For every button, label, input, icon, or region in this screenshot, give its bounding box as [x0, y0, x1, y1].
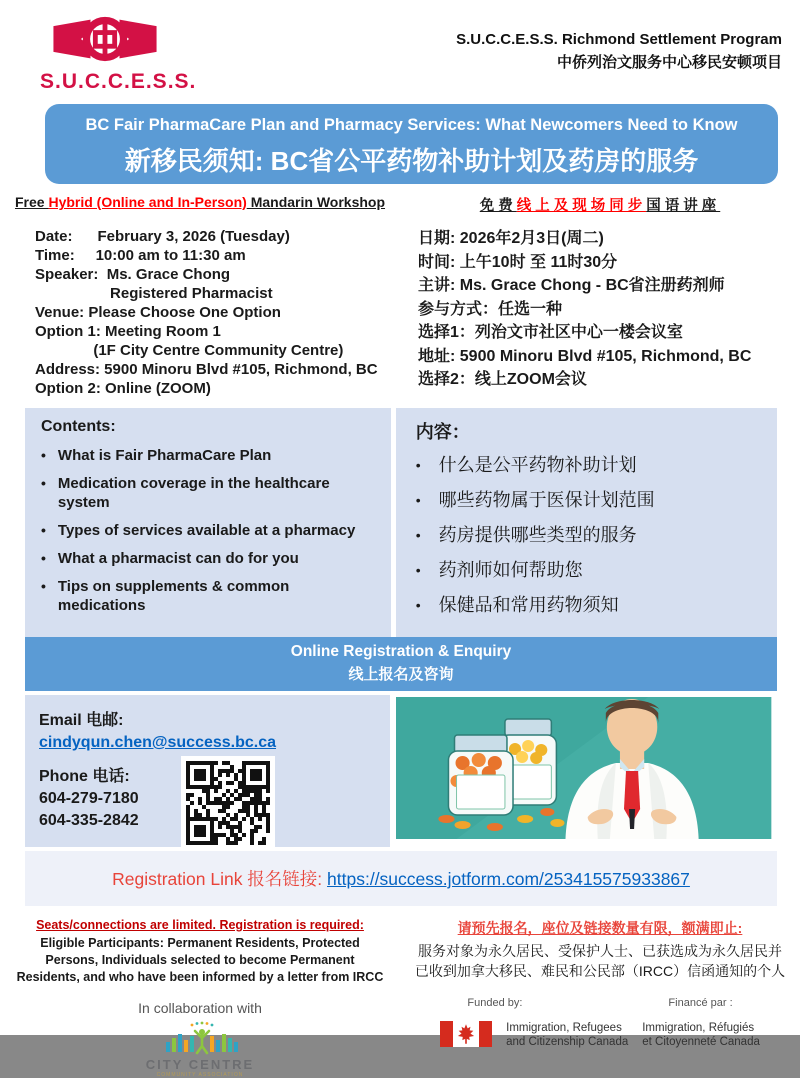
contents-item: • What is Fair PharmaCare Plan: [41, 446, 377, 465]
ircc-row: [400, 1021, 800, 1049]
funded-by-en: Funded by:: [467, 997, 523, 1009]
workshop-type-zh: [400, 194, 800, 215]
contents-heading-zh: 内容：: [415, 422, 470, 442]
pharmacist-illustration: [396, 697, 771, 839]
detail-line: Option 2: Online (ZOOM): [35, 380, 211, 397]
registration-banner-en: Online Registration & Enquiry: [290, 643, 512, 660]
contact-section: [25, 695, 777, 847]
city-centre-subtitle: COMMUNITY ASSOCIATION: [156, 1072, 244, 1078]
success-emblem-icon: [40, 10, 170, 68]
detail-line: Speaker: Ms. Grace Chong: [35, 266, 231, 283]
contents-item: • 哪些药物属于医保计划范围: [416, 489, 763, 511]
detail-line: 地址: 5900 Minoru Blvd #105, Richmond, BC: [418, 347, 752, 365]
detail-line: 选择1：列治文市社区中心一楼会议室: [418, 324, 683, 341]
event-details: [0, 227, 800, 398]
workshop-zh-hybrid: 线上及现场同步: [516, 198, 647, 214]
contents-item: • 药房提供哪些类型的服务: [416, 524, 763, 546]
contents-zh: [396, 408, 777, 637]
funded-by-row: [400, 997, 800, 1009]
city-centre-name: CITY CENTRE: [145, 1057, 255, 1072]
collaboration-label: In collaboration with: [138, 1000, 262, 1016]
detail-line: Date: February 3, 2026 (Tuesday): [35, 228, 290, 245]
registration-link-url[interactable]: https://success.jotform.com/253415575933867: [327, 869, 690, 889]
contents-item: • 保健品和常用药物须知: [416, 594, 763, 616]
qr-code: [181, 756, 275, 850]
detail-line: Option 1: Meeting Room 1: [35, 323, 221, 340]
eligibility-en: [0, 918, 400, 1078]
city-centre-logo-icon: [154, 1022, 246, 1056]
success-logo-word: S.U.C.C.E.S.S.: [40, 70, 197, 93]
detail-line: 选择2：线上ZOOM会议: [418, 371, 587, 388]
contents-item: • Types of services available at a pharmacy: [41, 521, 377, 540]
success-logo: [40, 10, 196, 94]
email-label: Email 电邮:: [39, 712, 124, 729]
detail-line: 主讲: Ms. Grace Chong - BC省注册药剂师: [418, 277, 725, 294]
registration-banner: [25, 637, 777, 691]
title-english: BC Fair PharmaCare Plan and Pharmacy Services: What Newcomers Need to Know: [85, 116, 738, 134]
email-link[interactable]: cindyqun.chen@success.bc.ca: [39, 734, 277, 751]
eligibility-zh: [400, 918, 800, 1078]
city-centre-logo: [0, 1022, 400, 1078]
phone-number-2: 604-335-2842: [39, 812, 139, 829]
detail-line: Venue: Please Choose One Option: [35, 304, 281, 321]
contents-item: • Medication coverage in the healthcare system: [41, 474, 377, 512]
workshop-en-mandarin: Mandarin Workshop: [246, 194, 386, 210]
contents-item: • 什么是公平药物补助计划: [416, 454, 763, 476]
workshop-en-hybrid: Hybrid (Online and In-Person): [48, 194, 247, 210]
workshop-type-row: [0, 194, 800, 215]
contents-heading-en: Contents:: [41, 418, 116, 435]
registration-link-strip: [25, 851, 777, 906]
header: [0, 0, 800, 100]
seats-limited-en: Seats/connections are limited. Registration is required:: [36, 918, 364, 932]
detail-line: Address: 5900 Minoru Blvd #105, Richmond, BC: [35, 361, 378, 378]
detail-line: (1F City Centre Community Centre): [35, 342, 344, 359]
illustration-frame: [396, 695, 777, 847]
event-details-zh: [400, 227, 800, 398]
registration-banner-zh: 线上报名及咨询: [348, 666, 454, 683]
contact-panel: [25, 695, 396, 847]
program-title-zh: 中侨列治文服务中心移民安顿项目: [556, 54, 782, 71]
workshop-zh-free: 免费: [479, 198, 517, 214]
contents-box: [25, 408, 777, 637]
workshop-zh-lecture: 国语讲座: [646, 198, 721, 214]
program-title: [456, 28, 782, 74]
ircc-name-en: Immigration, Refugees and Citizenship Canada: [506, 1022, 629, 1048]
phone-label: Phone 电话:: [39, 768, 130, 785]
title-banner: [45, 104, 778, 184]
detail-line: 日期: 2026年2月3日(周二): [418, 230, 604, 247]
registration-link-label: Registration Link 报名链接:: [112, 869, 328, 889]
event-details-en: [0, 227, 400, 398]
eligible-participants-zh: 服务对象为永久居民、受保护人士、已获选成为永久居民并已收到加拿大移民、难民和公民部（IRCC）信函通知的个人: [414, 943, 786, 979]
detail-line: Time: 10:00 am to 11:30 am: [35, 247, 246, 264]
contents-item: • 药剂师如何帮助您: [416, 559, 763, 581]
workshop-type-en: [0, 194, 400, 215]
detail-line: Registered Pharmacist: [35, 285, 273, 302]
seats-limited-zh: 请预先报名，座位及链接数量有限，额满即止:: [457, 920, 743, 936]
phone-number-1: 604-279-7180: [39, 790, 139, 807]
phone-block: [39, 766, 139, 850]
contents-en: [25, 408, 396, 637]
ircc-name-fr: Immigration, Réfugiés et Citoyenneté Canada: [642, 1022, 760, 1048]
detail-line: 时间: 上午10时 至 11时30分: [418, 253, 618, 271]
detail-line: 参与方式：任选一种: [418, 300, 563, 318]
funded-by-fr: Financé par :: [668, 997, 733, 1009]
eligible-participants-en: Eligible Participants: Permanent Residents, Protected Persons, Individuals selected to become Permanent Residents, and who have been informed by a letter from IRCC: [16, 936, 384, 984]
contents-item: • Tips on supplements & common medications: [41, 577, 377, 615]
eligibility-section: [0, 918, 800, 1078]
title-chinese: 新移民须知: BC省公平药物补助计划及药房的服务: [124, 146, 699, 176]
program-title-en: S.U.C.C.E.S.S. Richmond Settlement Program: [456, 31, 782, 48]
contents-item: • What a pharmacist can do for you: [41, 549, 377, 568]
canada-flag-icon: [440, 1021, 492, 1047]
workshop-en-free: Free: [14, 194, 49, 210]
